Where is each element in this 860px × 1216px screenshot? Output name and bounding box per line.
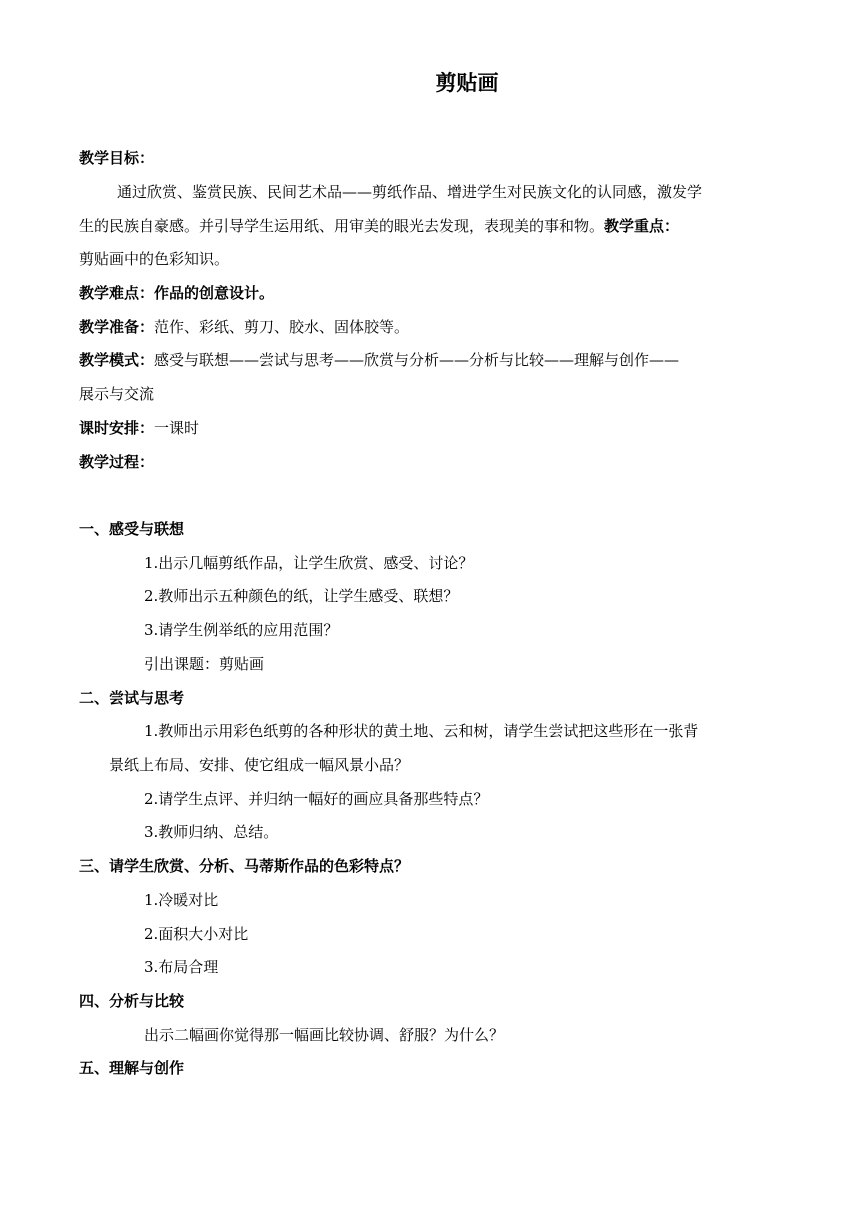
key-point-text: 剪贴画中的色彩知识。 xyxy=(79,250,230,268)
preparation-label: 教学准备： xyxy=(79,318,155,336)
preparation-text: 范作、彩纸、剪刀、胶水、固体胶等。 xyxy=(154,318,410,336)
section3-item1: 1.冷暖对比 xyxy=(144,891,219,909)
mode-text-line1: 感受与联想——尝试与思考——欣赏与分析——分析与比较——理解与创作—— xyxy=(154,351,680,369)
schedule-text: 一课时 xyxy=(154,419,200,437)
objectives-label: 教学目标： xyxy=(79,149,155,167)
mode-label: 教学模式： xyxy=(79,351,155,369)
schedule-line xyxy=(79,417,199,439)
difficulty-label: 教学难点： xyxy=(79,284,155,302)
section3-heading: 三、请学生欣赏、分析、马蒂斯作品的色彩特点？ xyxy=(79,857,410,875)
section1-item2: 2.教师出示五种颜色的纸，让学生感受、联想？ xyxy=(144,587,459,605)
key-point-label: 教学重点： xyxy=(604,217,680,235)
objectives-text-line1: 通过欣赏、鉴赏民族、民间艺术品——剪纸作品、增进学生对民族文化的认同感，激发学 xyxy=(117,183,703,201)
section1-item4: 引出课题：剪贴画 xyxy=(144,655,265,673)
section4-item1: 出示二幅画你觉得那一幅画比较协调、舒服？为什么？ xyxy=(144,1026,505,1044)
document-title: 剪贴画 xyxy=(435,71,499,95)
section2-item1-line1: 1.教师出示用彩色纸剪的各种形状的黄土地、云和树，请学生尝试把这些形在一张背 xyxy=(144,722,699,740)
section1-item3: 3.请学生例举纸的应用范围？ xyxy=(144,621,339,639)
objectives-text-line2-part1: 生的民族自豪感。并引导学生运用纸、用审美的眼光去发现，表现美的事和物。 xyxy=(79,217,605,235)
mode-text-line2: 展示与交流 xyxy=(79,385,155,403)
section1-heading: 一、感受与联想 xyxy=(79,520,185,538)
section2-item1-line2: 景纸上布局、安排、使它组成一幅风景小品？ xyxy=(109,756,410,774)
section4-heading: 四、分析与比较 xyxy=(79,992,185,1010)
difficulty-text: 作品的创意设计。 xyxy=(154,284,275,302)
process-label: 教学过程： xyxy=(79,453,155,471)
section3-item2: 2.面积大小对比 xyxy=(144,925,249,943)
section2-item3: 3.教师归纳、总结。 xyxy=(144,823,279,841)
section5-heading: 五、理解与创作 xyxy=(79,1059,185,1077)
section3-item3: 3.布局合理 xyxy=(144,958,219,976)
objectives-text-line2 xyxy=(79,215,679,237)
preparation-line xyxy=(79,316,409,338)
difficulty-line xyxy=(79,282,274,304)
section2-item2: 2.请学生点评、并归纳一幅好的画应具备那些特点？ xyxy=(144,790,489,808)
section1-item1: 1.出示几幅剪纸作品，让学生欣赏、感受、讨论？ xyxy=(144,554,474,572)
section2-heading: 二、尝试与思考 xyxy=(79,689,185,707)
schedule-label: 课时安排： xyxy=(79,419,155,437)
mode-line1 xyxy=(79,349,679,371)
